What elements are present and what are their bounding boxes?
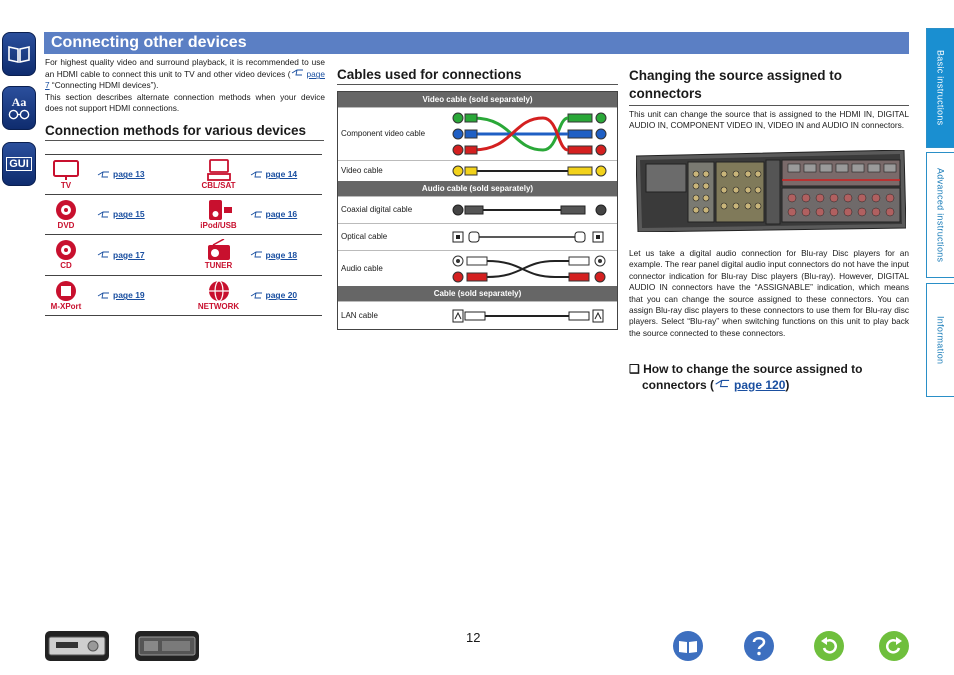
intro-line1: For highest quality video and surround playback, it is recommended to use an HDMI cable to connect this unit to TV and other video devices ( [45, 57, 325, 80]
optical-cable-art [438, 224, 617, 250]
coaxial-cable-art [438, 197, 617, 223]
device-tv[interactable] [45, 155, 184, 194]
intro-text [45, 57, 325, 114]
page-link[interactable] [250, 169, 298, 179]
book-icon [7, 42, 31, 66]
rear-panel-icon [138, 635, 196, 657]
source-title: Changing the source assigned to connectors [629, 68, 843, 101]
hand-pointer-icon [250, 250, 264, 259]
hand-pointer-icon [97, 210, 111, 219]
page-number: 12 [466, 630, 481, 645]
forward-button[interactable] [879, 631, 909, 661]
source-para1: This unit can change the source that is assigned to the HDMI IN, DIGITAL AUDIO IN, COMPONENT VIDEO IN, VIDEO IN and AUDIO IN connectors. [629, 109, 909, 131]
contents-book-button[interactable] [673, 631, 703, 661]
device-ipod-usb[interactable] [184, 195, 323, 235]
lan-cable-row [338, 301, 617, 329]
component-cable-row [338, 107, 617, 160]
cbl-sat-device-icon [200, 156, 238, 192]
cd-disc-icon [47, 237, 85, 273]
video-cable-label: Video cable [341, 166, 383, 175]
audio-cable-label: Audio cable [341, 263, 383, 273]
audio-cable-art [438, 251, 617, 286]
hand-pointer-icon [291, 68, 305, 77]
page-link[interactable] [250, 250, 298, 260]
page-link-text: page 14 [265, 169, 298, 180]
front-panel-button[interactable] [45, 631, 109, 661]
video-cable-icon [443, 162, 613, 180]
connection-methods-title: Connection methods for various devices [45, 123, 307, 138]
contents-button[interactable] [2, 32, 36, 76]
device-cbl-sat[interactable] [184, 155, 323, 194]
rear-panel-illustration [636, 150, 906, 232]
device-label: DVD [57, 220, 75, 230]
hand-pointer-icon [97, 170, 111, 179]
tab-label: Basic instructions [935, 50, 946, 126]
device-label: iPod/USB [200, 220, 237, 230]
audio-cable-row [338, 250, 617, 286]
device-label: TV [60, 180, 72, 190]
hand-pointer-icon [97, 291, 111, 300]
open-book-icon [678, 638, 698, 654]
page-link-text: page 18 [265, 249, 298, 260]
device-dvd[interactable] [45, 195, 184, 235]
device-network[interactable] [184, 276, 323, 316]
index-label: Aa [11, 95, 27, 109]
m-xport-icon [47, 277, 85, 313]
component-cable-art [438, 108, 617, 160]
howto-page-link[interactable]: page 120 [734, 378, 786, 392]
index-button[interactable] [2, 86, 36, 130]
audio-cable-header: Audio cable (sold separately) [338, 181, 617, 196]
lan-cable-label: LAN cable [341, 310, 378, 320]
page-link-text: page 13 [113, 169, 145, 180]
lan-cable-header: Cable (sold separately) [338, 286, 617, 301]
video-cable-row [338, 160, 617, 181]
tv-device-icon [47, 156, 85, 192]
howto-line2: connectors ( [642, 378, 715, 392]
gui-button[interactable] [2, 142, 36, 186]
hand-pointer-icon [250, 170, 264, 179]
video-cable-header: Video cable (sold separately) [338, 92, 617, 107]
device-m-xport[interactable] [45, 276, 184, 316]
intro-line3: This section describes alternate connection methods when your device does not support HDMI connections. [45, 91, 325, 113]
page-link-text: page 16 [265, 209, 298, 220]
component-cable-label: Component video cable [341, 129, 426, 138]
rear-panel-button[interactable] [135, 631, 199, 661]
page-link-text: page 20 [265, 290, 298, 301]
connection-methods-title-wrap [45, 123, 324, 141]
rear-panel-image [636, 150, 906, 232]
page-link[interactable] [97, 169, 145, 179]
device-label: M-XPort [50, 301, 82, 311]
coaxial-cable-row [338, 196, 617, 223]
lan-cable-icon [443, 307, 613, 325]
page-link-text: page 17 [113, 249, 145, 260]
device-label: CD [60, 261, 72, 271]
device-row [45, 154, 322, 195]
device-grid [45, 154, 322, 316]
hand-pointer-icon [714, 378, 732, 389]
page-link[interactable] [250, 209, 298, 219]
page-title: Connecting other devices [44, 32, 909, 54]
optical-cable-row [338, 223, 617, 250]
cables-table [337, 91, 618, 330]
intro-line2: “Connecting HDMI devices”). [49, 80, 159, 91]
video-cable-art [438, 161, 617, 181]
page-link[interactable] [250, 290, 298, 300]
coaxial-cable-icon [443, 201, 613, 219]
device-cd[interactable] [45, 235, 184, 275]
back-arrow-icon [819, 636, 839, 656]
network-globe-icon [197, 277, 240, 313]
front-panel-icon [48, 635, 106, 657]
dvd-disc-icon [47, 196, 85, 232]
intro-page-link[interactable]: page 7 [45, 69, 325, 91]
tab-advanced-instructions[interactable] [926, 152, 954, 278]
lan-cable-art [438, 302, 617, 329]
howto-line1: ❑ How to change the source assigned to [629, 362, 863, 376]
glasses-icon [8, 109, 30, 120]
tuner-radio-icon [200, 237, 238, 273]
hand-pointer-icon [250, 210, 264, 219]
page-link-text: page 15 [113, 209, 145, 220]
coaxial-cable-label: Coaxial digital cable [341, 205, 413, 214]
device-row [45, 276, 322, 317]
back-button[interactable] [814, 631, 844, 661]
device-label: NETWORK [197, 301, 240, 311]
source-title-wrap [629, 67, 909, 106]
device-label: CBL/SAT [201, 180, 236, 190]
device-label: TUNER [204, 261, 233, 271]
device-tuner[interactable] [184, 235, 323, 275]
howto-suffix: ) [785, 378, 790, 392]
cables-title-wrap [337, 67, 618, 85]
forward-arrow-icon [884, 636, 904, 656]
page-link[interactable] [97, 209, 145, 219]
tab-label: Information [935, 315, 946, 365]
component-cable-icon [443, 109, 613, 159]
optical-cable-label: Optical cable [341, 232, 388, 241]
help-button[interactable] [744, 631, 774, 661]
tab-basic-instructions[interactable] [926, 28, 954, 148]
hand-pointer-icon [250, 291, 264, 300]
page-link[interactable] [97, 290, 145, 300]
page-link-text: page 19 [113, 290, 145, 301]
page-link[interactable] [97, 250, 145, 260]
optical-cable-icon [443, 228, 613, 246]
tab-label: Advanced instructions [935, 167, 946, 263]
gui-label: GUI [6, 157, 32, 171]
question-mark-icon [751, 636, 767, 656]
audio-cable-icon [443, 253, 613, 285]
howto-heading [629, 361, 899, 393]
cables-title: Cables used for connections [337, 67, 522, 82]
device-row [45, 195, 322, 236]
hand-pointer-icon [97, 250, 111, 259]
source-para2: Let us take a digital audio connection for Blu-ray Disc players for an example. The rear panel digital audio input connectors do not have the input connector indication for Blu-ray Disc players (Blu-ray). However, DIGITAL AUDIO IN connectors have the “ASSIGNABLE” indication, which means that you can change the source assigned to these connectors. You can assign Blu-ray disc players to these connectors to use them for Blu-ray disc players. Select “Blu-ray” when switching functions on this unit to play back the source connected to these connectors. [629, 248, 909, 338]
device-row [45, 235, 322, 276]
ipod-usb-icon [200, 196, 238, 232]
tab-information[interactable] [926, 283, 954, 397]
